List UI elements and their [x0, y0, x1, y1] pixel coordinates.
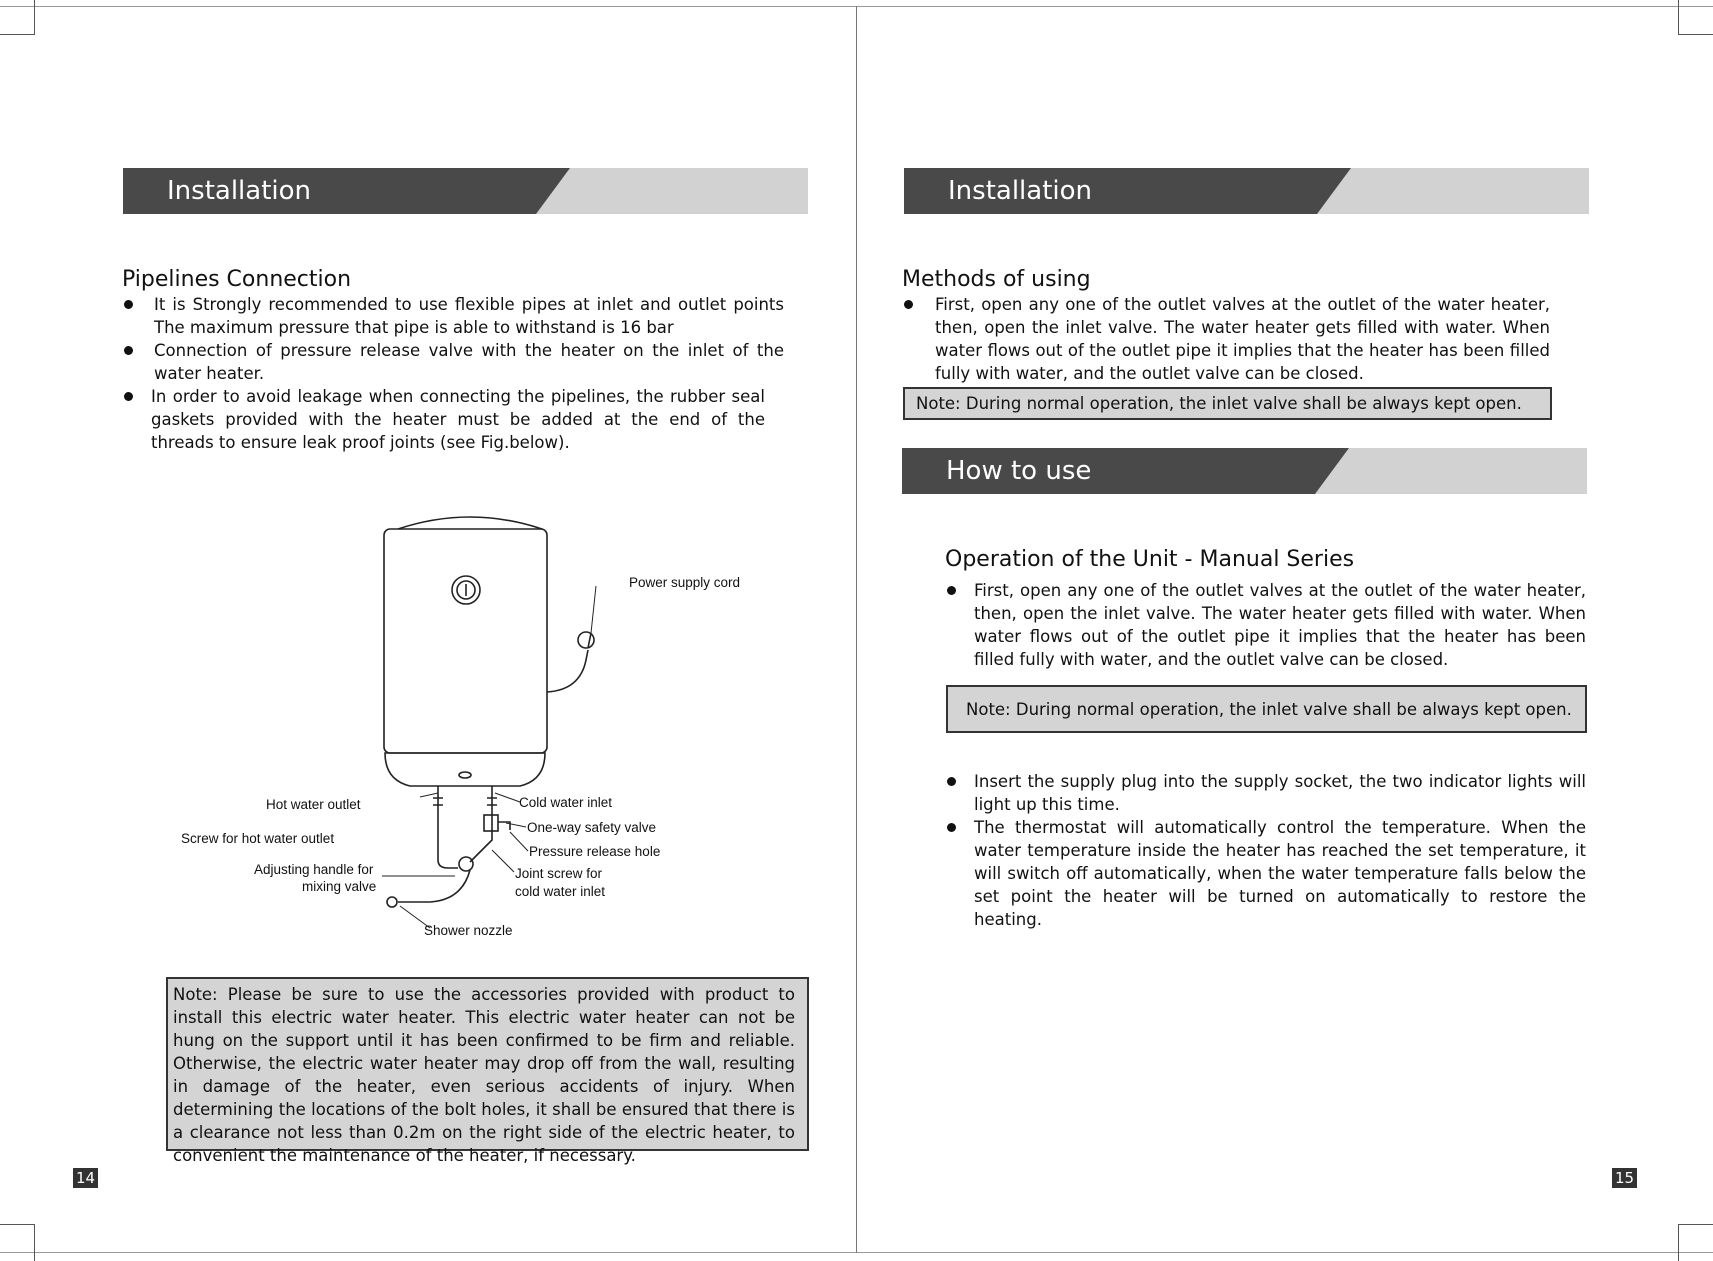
bullet-dot [904, 300, 913, 309]
bullet-dot [947, 586, 956, 595]
pipelines-bullet-2: Connection of pressure release valve with the heater on the inlet of the water heater. [154, 341, 784, 383]
label-joint-screw-line1: Joint screw for [515, 866, 603, 881]
label-pressure-release-hole: Pressure release hole [529, 844, 661, 859]
pipelines-connection-title: Pipelines Connection [122, 267, 352, 292]
right-installation-banner [904, 168, 1589, 214]
crop-mark-bottom-left [0, 1224, 35, 1261]
page-divider [856, 6, 857, 1253]
operation-bullet: First, open any one of the outlet valves at the outlet of the water heater, then, open the inlet valve. The water heater gets filled with water. When water flows out of the outlet pipe it implies that the heater has been filled fully with water, and the outlet valve can be closed. [974, 581, 1586, 669]
water-heater-installation-diagram [170, 500, 810, 950]
label-joint-screw-line2: cold water inlet [515, 884, 606, 899]
left-banner-title: Installation [167, 176, 312, 206]
label-power-supply-cord: Power supply cord [629, 575, 741, 590]
methods-note-box: Note: During normal operation, the inlet valve shall be always kept open. [903, 387, 1552, 420]
label-one-way-safety-valve: One-way safety valve [527, 820, 657, 835]
how-to-use-title: How to use [946, 456, 1092, 486]
bullet-dot [947, 777, 956, 786]
label-hot-water-outlet: Hot water outlet [266, 797, 361, 812]
page-number-right: 15 [1612, 1168, 1637, 1188]
right-banner-title: Installation [948, 176, 1093, 206]
bullet-dot [124, 300, 133, 309]
operation-note-box: Note: During normal operation, the inlet valve shall be always kept open. [946, 685, 1587, 733]
pipelines-bullet-3: In order to avoid leakage when connecting the pipelines, the rubber seal gaskets provided with the heater must be added at the end of the threads to ensure leak proof joints (see Fig.below). [151, 387, 765, 452]
label-adjusting-handle-line1: Adjusting handle for [254, 862, 374, 877]
how-to-use-banner [902, 448, 1587, 494]
label-adjusting-handle-line2: mixing valve [302, 879, 377, 894]
label-screw-hot-water-outlet: Screw for hot water outlet [181, 831, 335, 846]
bullet-dot [947, 823, 956, 832]
pipelines-bullet-1: It is Strongly recommended to use flexible pipes at inlet and outlet points The maximum pressure that pipe is able to withstand is 16 bar [154, 295, 784, 337]
label-shower-nozzle: Shower nozzle [424, 923, 513, 938]
crop-mark-bottom-right [1678, 1224, 1713, 1261]
label-cold-water-inlet: Cold water inlet [519, 795, 613, 810]
bullet-dot [124, 346, 133, 355]
crop-mark-top-right [1678, 0, 1713, 35]
supply-plug-bullet: Insert the supply plug into the supply socket, the two indicator lights will light up this time. [974, 772, 1586, 814]
left-installation-banner [123, 168, 808, 214]
methods-of-using-title: Methods of using [902, 267, 1091, 292]
operation-manual-series-title: Operation of the Unit - Manual Series [945, 547, 1355, 572]
thermostat-bullet: The thermostat will automatically control the temperature. When the water temperature inside the heater has reached the set temperature, it will switch off automatically, when the water temperature falls below the set point the heater will be turned on automatically to restore the heating. [974, 818, 1586, 929]
crop-mark-top-left [0, 0, 35, 35]
left-note-box: Note: Please be sure to use the accessories provided with product to install this electric water heater. This electric water heater can not be hung on the support until it has been confirmed to be firm and reliable. Otherwise, the electric water heater may drop off from the wall, resulting in damage of the heater, even serious accidents of injury. When determining the locations of the bolt holes, it shall be ensured that there is a clearance not less than 0.2m on the right side of the electric heater, to convenient the maintenance of the heater, if necessary. [166, 977, 809, 1151]
page-number-left: 14 [73, 1168, 98, 1188]
methods-bullet: First, open any one of the outlet valves at the outlet of the water heater, then, open the inlet valve. The water heater gets filled with water. When water flows out of the outlet pipe it implies that the heater has been filled fully with water, and the outlet valve can be closed. [935, 295, 1550, 383]
bullet-dot [124, 392, 133, 401]
